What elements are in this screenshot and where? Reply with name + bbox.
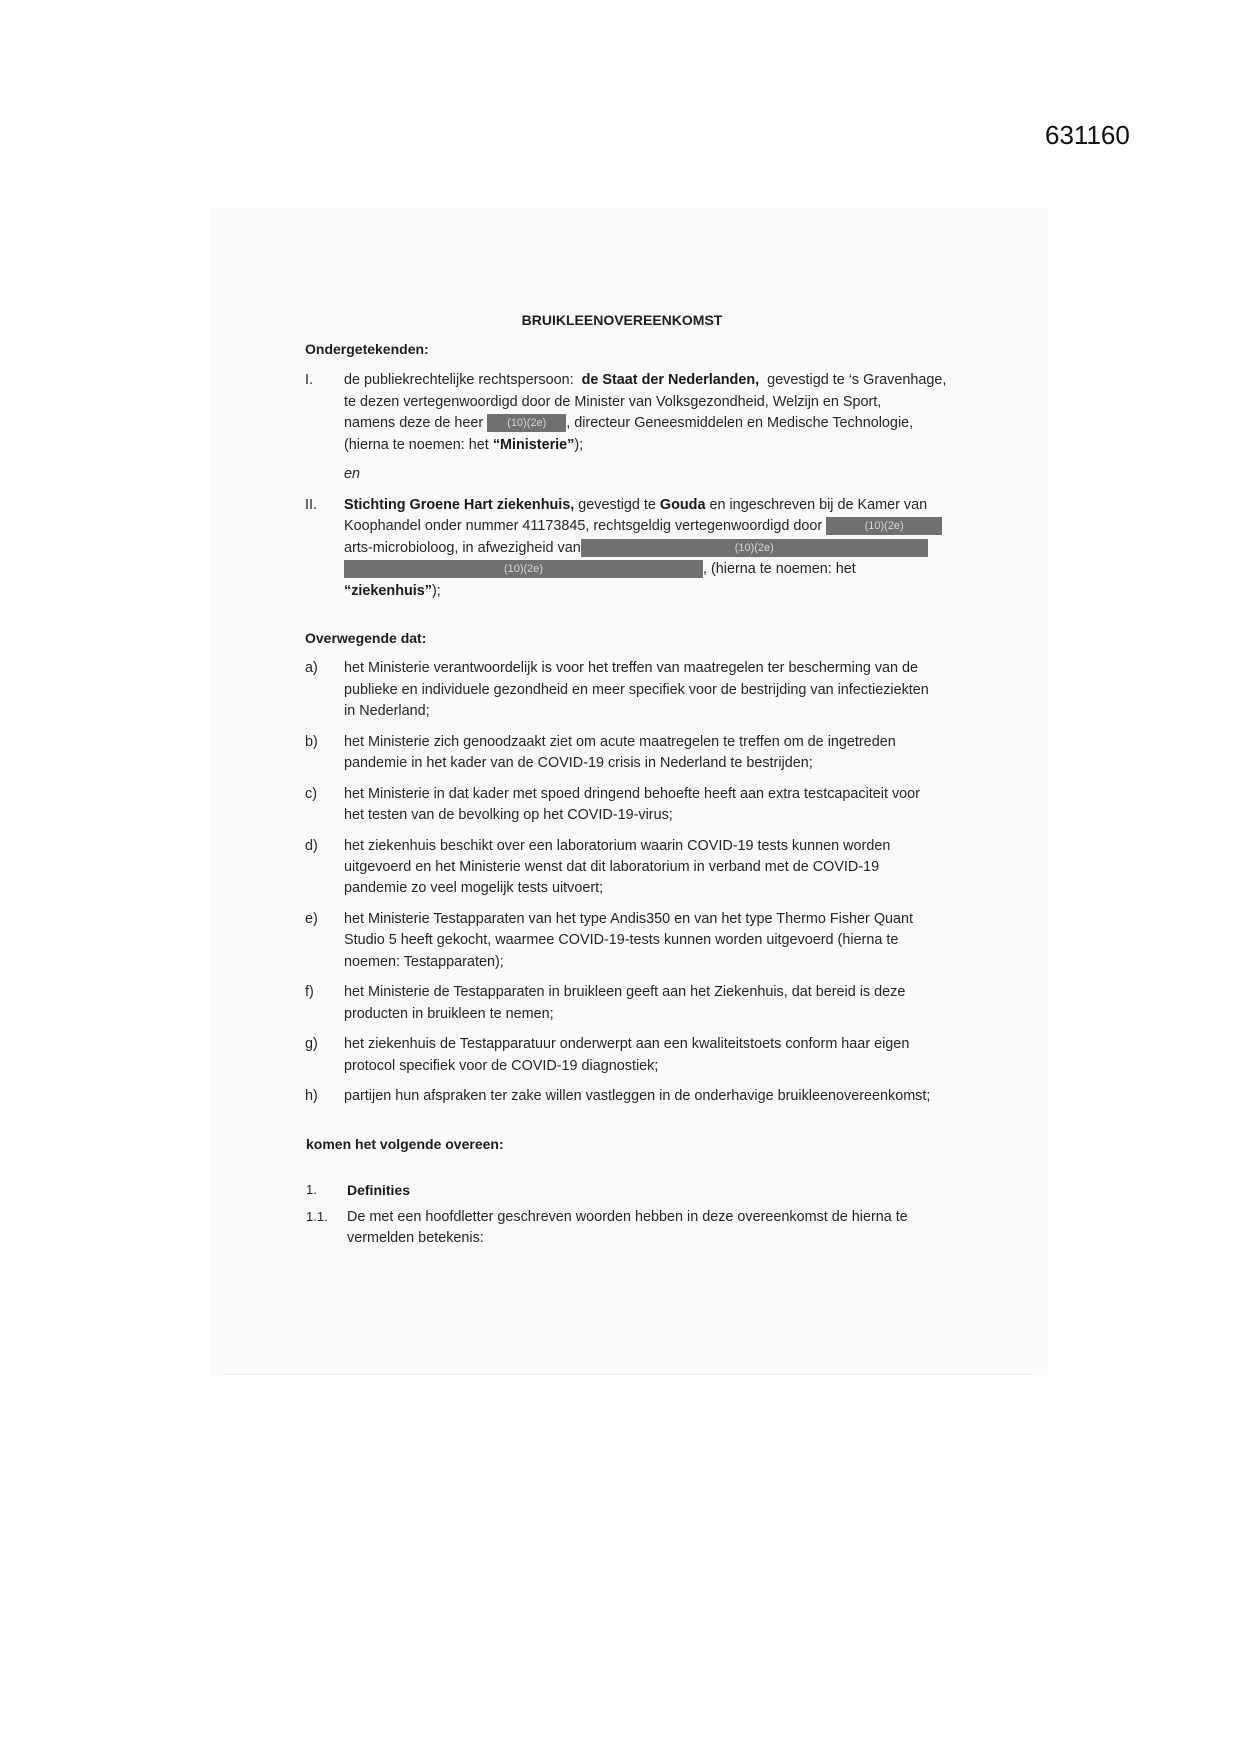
- scan-bottom-edge: [222, 1374, 1032, 1375]
- party-2-city: Gouda: [659, 497, 706, 513]
- consideration-line: uitgevoerd en het Ministerie wenst dat dit laboratorium in verband met de COVID-19: [344, 859, 880, 875]
- consideration-line: het ziekenhuis beschikt over een laboratorium waarin COVID-19 tests kunnen worden: [344, 838, 891, 854]
- party-1-alias: “Ministerie”: [492, 437, 575, 453]
- page-number: 631160: [1045, 120, 1130, 150]
- party-1-name: de Staat der Nederlanden,: [581, 372, 760, 388]
- conjunction-text: en: [344, 466, 361, 482]
- party-1-seat-text: gevestigd te ‘s Gravenhage,: [763, 372, 947, 388]
- party-1-representative-text: namens deze de heer: [344, 415, 488, 431]
- consideration-line: pandemie in het kader van de COVID-19 crisis in Nederland te bestrijden;: [344, 755, 813, 771]
- party-2-line-3: [344, 538, 928, 558]
- redaction-box: (10)(2e): [487, 414, 566, 432]
- consideration-line: Studio 5 heeft gekocht, waarmee COVID-19-tests kunnen worden uitgevoerd (hierna te: [344, 932, 899, 948]
- party-2-line-4: [344, 559, 856, 579]
- consideration-marker-e: e): [305, 911, 318, 927]
- consideration-marker-g: g): [305, 1036, 318, 1052]
- consideration-line: publieke en individuele gezondheid en meer specifiek voor de bestrijding van infectieziekten: [344, 682, 929, 698]
- clause-line: De met een hoofdletter geschreven woorden hebben in deze overeenkomst de hierna te: [347, 1209, 908, 1225]
- consideration-marker-f: f): [305, 984, 314, 1000]
- party-2-line-5: [344, 581, 441, 601]
- consideration-line: het Ministerie verantwoordelijk is voor het treffen van maatregelen ter bescherming van de: [344, 660, 919, 676]
- consideration-marker-d: d): [305, 838, 318, 854]
- consideration-line: het Ministerie in dat kader met spoed dringend behoefte heeft aan extra testcapaciteit voor: [344, 786, 920, 802]
- party-1-role-text: , directeur Geneesmiddelen en Medische Technologie,: [566, 415, 914, 431]
- party-2-name: Stichting Groene Hart ziekenhuis,: [344, 497, 575, 513]
- party-1-intro-text: de publiekrechtelijke rechtspersoon:: [344, 372, 578, 388]
- consideration-line: het Ministerie zich genoodzaakt ziet om acute maatregelen te treffen om de ingetreden: [344, 734, 896, 750]
- redaction-box: (10)(2e): [826, 517, 942, 535]
- party-2-line-1: [344, 495, 927, 515]
- party-2-marker: II.: [305, 497, 317, 513]
- party-1-line-2: te dezen vertegenwoordigd door de Minister van Volksgezondheid, Welzijn en Sport,: [344, 394, 882, 410]
- agreement-heading: komen het volgende overeen:: [306, 1136, 504, 1152]
- party-2-seat-text: gevestigd te: [574, 497, 660, 513]
- document-title: BRUIKLEENOVEREENKOMST: [521, 312, 723, 328]
- consideration-marker-h: h): [305, 1088, 318, 1104]
- clause-line: vermelden betekenis:: [347, 1230, 484, 1246]
- redaction-box: (10)(2e): [581, 539, 928, 557]
- consideration-line: het ziekenhuis de Testapparatuur onderwerpt aan een kwaliteitstoets conform haar eigen: [344, 1036, 910, 1052]
- consideration-line: protocol specifiek voor de COVID-19 diagnostiek;: [344, 1058, 659, 1074]
- consideration-marker-b: b): [305, 734, 318, 750]
- consideration-marker-a: a): [305, 660, 318, 676]
- consideration-line: in Nederland;: [344, 703, 430, 719]
- party-2-alias-text: , (hierna te noemen: het: [703, 561, 856, 577]
- consideration-line: producten in bruikleen te nemen;: [344, 1006, 554, 1022]
- consideration-line: het Ministerie de Testapparaten in bruikleen geeft aan het Ziekenhuis, dat bereid is deze: [344, 984, 906, 1000]
- considerations-heading: Overwegende dat:: [305, 630, 427, 646]
- party-1-alias-text: (hierna te noemen: het: [344, 437, 493, 453]
- consideration-line: noemen: Testapparaten);: [344, 954, 504, 970]
- party-2-registration-text: en ingeschreven bij de Kamer van: [705, 497, 928, 513]
- party-2-alias-close: );: [431, 583, 441, 599]
- party-1-alias-close: );: [574, 437, 584, 453]
- party-2-line-2: [344, 516, 942, 536]
- party-1-marker: I.: [305, 372, 313, 388]
- consideration-line: het Ministerie Testapparaten van het type Andis350 en van het type Thermo Fisher Quant: [344, 911, 914, 927]
- consideration-line: partijen hun afspraken ter zake willen vastleggen in de onderhavige bruikleenovereenkomst;: [344, 1088, 931, 1104]
- article-number: 1.: [306, 1182, 317, 1197]
- consideration-line: pandemie zo veel mogelijk tests uitvoert;: [344, 880, 604, 896]
- consideration-line: het testen van de bevolking op het COVID-19-virus;: [344, 807, 673, 823]
- party-1-line-3: [344, 413, 913, 433]
- party-1-line-1: [344, 370, 946, 390]
- clause-number: 1.1.: [306, 1209, 328, 1224]
- party-2-alias: “ziekenhuis”: [344, 583, 432, 599]
- party-1-line-4: [344, 435, 583, 455]
- party-2-registration-number-text: Koophandel onder nummer 41173845, rechtsgeldig vertegenwoordigd door: [344, 518, 827, 534]
- party-2-absence-text: arts-microbioloog, in afwezigheid van: [344, 540, 581, 556]
- article-title: Definities: [347, 1182, 411, 1198]
- redaction-box: (10)(2e): [344, 560, 703, 578]
- parties-heading: Ondergetekenden:: [305, 341, 429, 357]
- consideration-marker-c: c): [305, 786, 317, 802]
